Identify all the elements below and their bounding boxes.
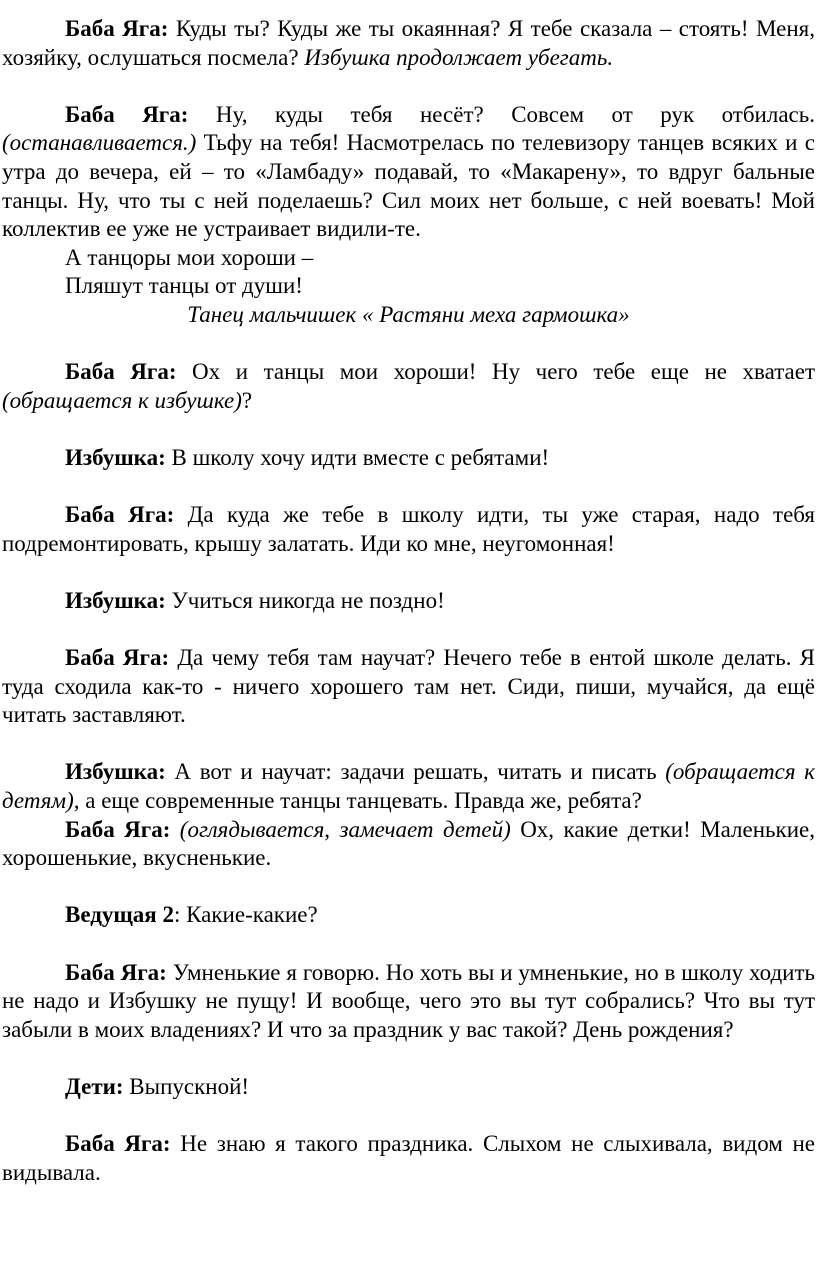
verse-line-1: А танцоры мои хороши – bbox=[65, 244, 314, 270]
paragraph-3 bbox=[2, 358, 815, 415]
dialogue-text: Тьфу на тебя! Насмотрелась по телевизору танцев всяких и с утра до вечера, ей – то «Ламбаду» подавай, то «Макарену», то вдруг бальные танцы. Ну, что ты с ней поделаешь? Сил моих нет больше, с ней воевать! Мой коллектив ее уже не устраивает видили-те. bbox=[2, 130, 815, 242]
speaker-label: Баба Яга: bbox=[65, 101, 189, 127]
paragraph-11 bbox=[2, 959, 815, 1045]
dance-title bbox=[2, 301, 815, 330]
dance-title-text: Танец мальчишек « Растяни меха гармошка» bbox=[187, 301, 630, 327]
paragraph-9 bbox=[2, 816, 815, 873]
speaker-label: Баба Яга: bbox=[65, 959, 167, 985]
paragraph-7 bbox=[2, 644, 815, 730]
verse-line-2: Пляшут танцы от души! bbox=[65, 273, 303, 299]
paragraph-8 bbox=[2, 758, 815, 815]
dialogue-text: Учиться никогда не поздно! bbox=[165, 587, 445, 613]
stage-direction: (обращается к избушке) bbox=[2, 387, 242, 413]
dialogue-text: ? bbox=[241, 387, 253, 413]
dialogue-text: Не знаю я такого праздника. Слыхом не слыхивала, видом не видывала. bbox=[2, 1131, 815, 1185]
dialogue-text: В школу хочу идти вместе с ребятами! bbox=[165, 444, 550, 470]
dialogue-text: Да чему тебя там научат? Нечего тебе в ентой школе делать. Я туда сходила как-то - ничего хорошего там нет. Сиди, пиши, мучайся, да ещё читать заставляют. bbox=[2, 645, 816, 728]
dialogue-text: А вот и научат: задачи решать, читать и писать bbox=[165, 759, 666, 785]
paragraph-10 bbox=[2, 901, 815, 930]
paragraph-4 bbox=[2, 444, 815, 473]
dialogue-text: : Какие-какие? bbox=[174, 902, 318, 928]
paragraph-5 bbox=[2, 501, 815, 558]
speaker-label: Баба Яга: bbox=[65, 16, 169, 41]
speaker-label: Избушка: bbox=[65, 759, 166, 785]
dialogue-text: Куды ты? Куды же ты окаянная? Я тебе сказала – стоять! Меня, хозяйку, ослушаться посмела? bbox=[2, 16, 815, 70]
stage-direction: (обращается к детям), bbox=[2, 759, 815, 814]
document-page bbox=[0, 15, 816, 1187]
paragraph-2 bbox=[2, 101, 815, 244]
speaker-label: Дети: bbox=[65, 1073, 124, 1099]
speaker-label: Баба Яга: bbox=[65, 502, 175, 528]
dialogue-text: Ну, куды тебя несёт? Совсем от рук отбилась. bbox=[188, 101, 816, 127]
stage-direction: (останавливается.) bbox=[2, 130, 197, 156]
dialogue-text: Да куда же тебе в школу идти, ты уже старая, надо тебя подремонтировать, крышу залатать. Иди ко мне, неугомонная! bbox=[2, 502, 815, 556]
dialogue-text: а еще современные танцы танцевать. Правда же, ребята? bbox=[79, 788, 642, 814]
speaker-label: Баба Яга: bbox=[65, 816, 171, 842]
dialogue-text: Ох и танцы мои хороши! Ну чего тебе еще не хватает bbox=[176, 359, 815, 385]
stage-direction: Избушка продолжает убегать. bbox=[304, 44, 614, 70]
paragraph-1 bbox=[2, 15, 815, 72]
paragraph-12 bbox=[2, 1073, 815, 1102]
speaker-label: Баба Яга: bbox=[65, 645, 170, 671]
speaker-label: Ведущая 2 bbox=[65, 902, 174, 928]
paragraph-13 bbox=[2, 1130, 815, 1187]
speaker-label: Избушка: bbox=[65, 587, 166, 613]
dialogue-text: Ох, какие детки! Маленькие, хорошенькие, вкусненькие. bbox=[2, 816, 815, 871]
stage-direction: (оглядывается, замечает детей) bbox=[179, 816, 511, 842]
speaker-label: Избушка: bbox=[65, 444, 166, 470]
dialogue-text: Выпускной! bbox=[123, 1073, 250, 1099]
dialogue-text: Умненькие я говорю. Но хоть вы и умненькие, но в школу ходить не надо и Избушку не пущу! И вообще, чего это вы тут собрались? Что вы тут забыли в моих владениях? И что за праздник у вас такой? День рождения? bbox=[2, 959, 815, 1042]
speaker-label: Баба Яга: bbox=[65, 359, 177, 385]
paragraph-6 bbox=[2, 587, 815, 616]
speaker-label: Баба Яга: bbox=[65, 1131, 171, 1157]
